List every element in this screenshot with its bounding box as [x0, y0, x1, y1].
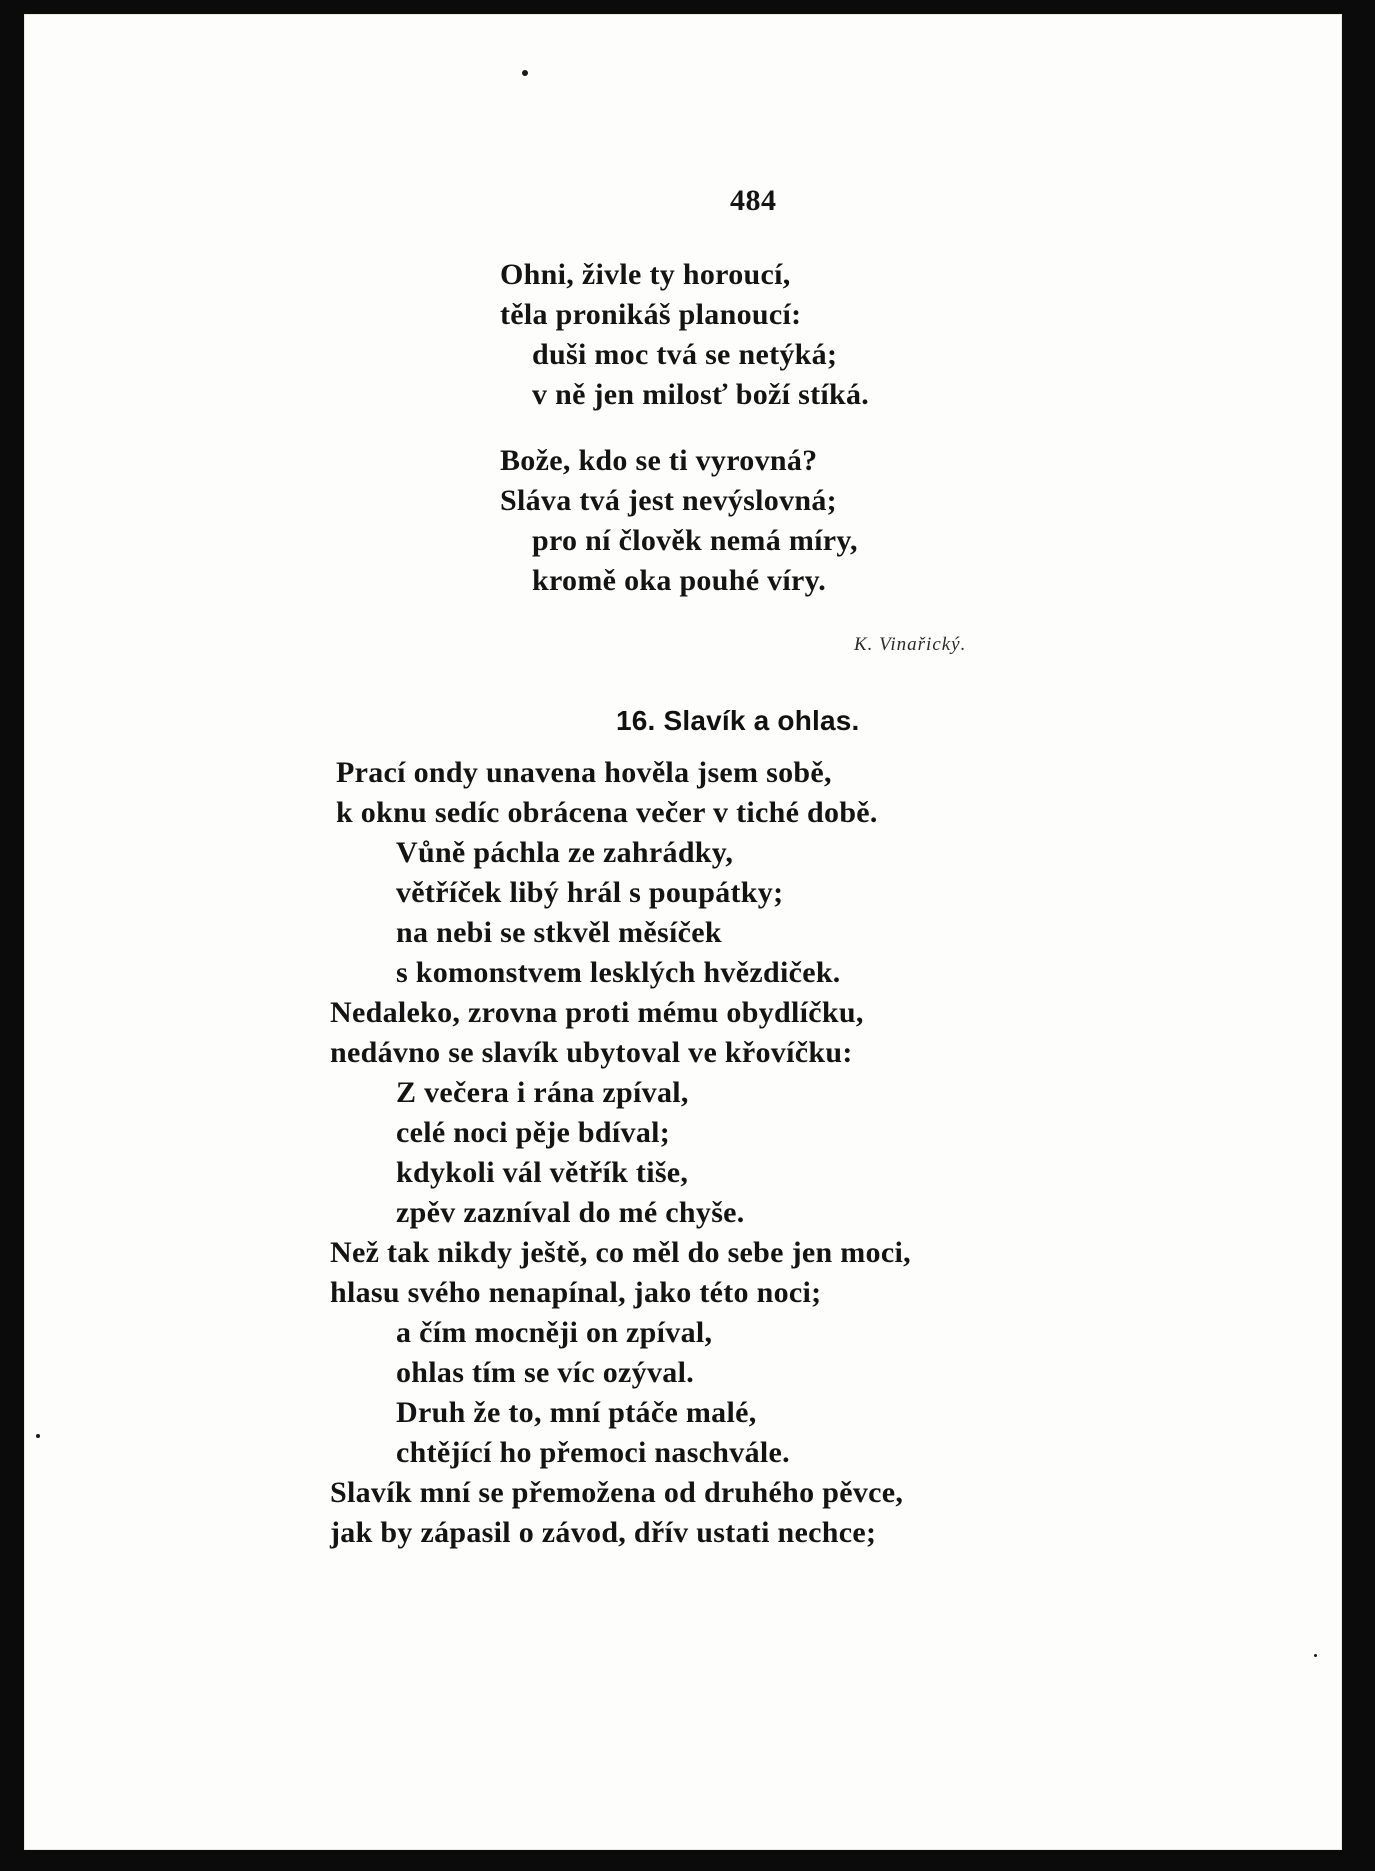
verse-line: kromě oka pouhé víry. [532, 564, 827, 597]
verse-line: k oknu sedíc obrácena večer v tiché době. [336, 796, 878, 829]
verse-line: Než tak nikdy ještě, co měl do sebe jen moci, [330, 1236, 911, 1269]
verse-line: hlasu svého nenapínal, jako této noci; [330, 1276, 822, 1309]
verse-line: Prací ondy unavena hověla jsem sobě, [336, 756, 832, 789]
ink-speck [1314, 1654, 1317, 1657]
verse-line: ohlas tím se víc ozýval. [396, 1356, 695, 1389]
verse-line: kdykoli vál větřík tiše, [396, 1156, 689, 1189]
verse-line: a čím mocněji on zpíval, [396, 1316, 713, 1349]
verse-line: celé noci pěje bdíval; [396, 1116, 671, 1149]
page-number: 484 [730, 184, 777, 217]
book-page [24, 14, 1342, 1850]
verse-line: Slavík mní se přemožena od druhého pěvce, [330, 1476, 904, 1509]
verse-line: větříček libý hrál s poupátky; [396, 876, 784, 909]
verse-line: pro ní člověk nemá míry, [532, 524, 858, 557]
verse-line: Druh že to, mní ptáče malé, [396, 1396, 757, 1429]
verse-line: Nedaleko, zrovna proti mému obydlíčku, [330, 996, 864, 1029]
ink-speck [36, 1434, 40, 1438]
author-attribution: K. Vinařický. [854, 634, 967, 655]
verse-line: Ohni, živle ty horoucí, [500, 258, 791, 291]
verse-line: jak by zápasil o závod, dřív ustati nechce; [330, 1516, 877, 1549]
verse-line: zpěv zazníval do mé chyše. [396, 1196, 745, 1229]
verse-line: Vůně páchla ze zahrádky, [396, 836, 734, 869]
verse-line: Z večera i rána zpíval, [396, 1076, 689, 1109]
verse-line: duši moc tvá se netýká; [532, 338, 838, 371]
verse-line: Sláva tvá jest nevýslovná; [500, 484, 837, 517]
verse-line: v ně jen milosť boží stíká. [532, 378, 870, 411]
verse-line: Bože, kdo se ti vyrovná? [500, 444, 818, 477]
verse-line: chtějící ho přemoci naschvále. [396, 1436, 790, 1469]
verse-line: těla pronikáš planoucí: [500, 298, 802, 331]
ink-speck [522, 70, 528, 76]
verse-line: nedávno se slavík ubytoval ve křovíčku: [330, 1036, 853, 1069]
poem-title: 16. Slavík a ohlas. [616, 705, 860, 736]
verse-line: s komonstvem lesklých hvězdiček. [396, 956, 841, 989]
verse-line: na nebi se stkvěl měsíček [396, 916, 722, 949]
